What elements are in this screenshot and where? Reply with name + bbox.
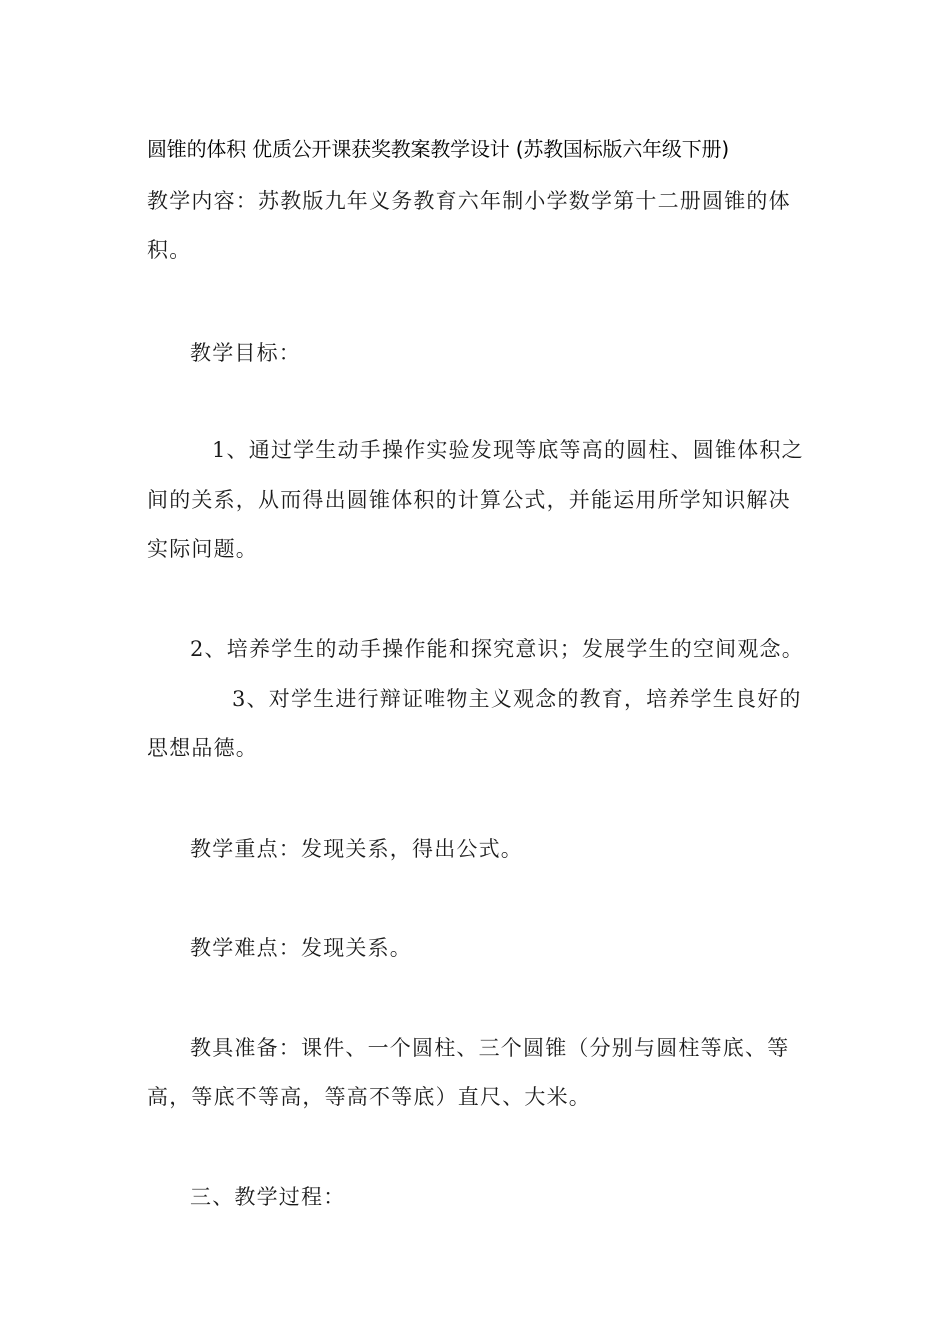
goal-1-line-2: 间的关系，从而得出圆锥体积的计算公式，并能运用所学知识解决 (147, 488, 791, 512)
process-heading: 三、教学过程： (190, 1185, 346, 1209)
materials-line-2: 高，等底不等高，等高不等底）直尺、大米。 (147, 1085, 591, 1109)
key-point: 教学重点：发现关系，得出公式。 (190, 837, 523, 861)
goal-3-line-1: 3、对学生进行辩证唯物主义观念的教育，培养学生良好的 (232, 687, 802, 711)
content-line-2: 积。 (147, 238, 192, 262)
goal-2: 2、培养学生的动手操作能和探究意识；发展学生的空间观念。 (190, 637, 804, 661)
materials-line-1: 教具准备：课件、一个圆柱、三个圆锥（分别与圆柱等底、等 (190, 1036, 790, 1060)
goal-3-line-2: 思想品德。 (147, 736, 258, 760)
goals-heading: 教学目标： (190, 341, 301, 365)
goal-1-line-3: 实际问题。 (147, 537, 258, 561)
document-title: 圆锥的体积 优质公开课获奖教案教学设计 (苏教国标版六年级下册) (147, 137, 729, 161)
content-line-1: 教学内容：苏教版九年义务教育六年制小学数学第十二册圆锥的体 (147, 189, 791, 213)
difficulty: 教学难点：发现关系。 (190, 936, 412, 960)
goal-1-line-1: 1、通过学生动手操作实验发现等底等高的圆柱、圆锥体积之 (212, 438, 804, 462)
